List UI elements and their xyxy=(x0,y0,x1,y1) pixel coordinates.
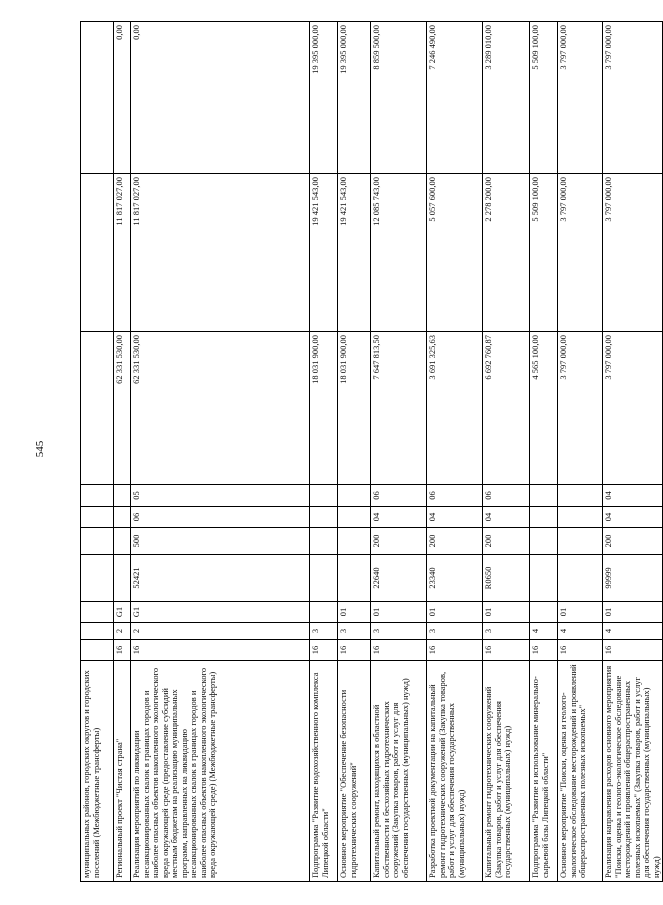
row-v3-cell: 19 395 000,00 xyxy=(338,22,371,174)
row-v1-cell: 6 692 760,87 xyxy=(483,332,530,485)
row-c7-cell: 04 xyxy=(603,485,663,507)
row-v1-cell: 18 031 900,00 xyxy=(338,332,371,485)
row-c5-cell xyxy=(530,528,558,555)
row-c1-cell: 16 xyxy=(530,640,558,661)
table-row xyxy=(338,22,371,882)
row-name-cell: муниципальных районов, городских округов и городских поселений (Межбюджетные трансферты) xyxy=(81,661,114,882)
row-v3-cell: 0,00 xyxy=(114,22,131,174)
table-row xyxy=(310,22,338,882)
row-v2-cell: 11 817 027,00 xyxy=(131,174,310,332)
table-row xyxy=(114,22,131,882)
row-c1-cell: 16 xyxy=(310,640,338,661)
table-row xyxy=(603,22,663,882)
table-row xyxy=(530,22,558,882)
row-c6-cell: 06 xyxy=(131,507,310,528)
row-c5-cell: 200 xyxy=(603,528,663,555)
table-row xyxy=(81,22,114,882)
row-v2-cell: 3 797 000,00 xyxy=(603,174,663,332)
row-c5-cell xyxy=(558,528,603,555)
row-c1-cell: 16 xyxy=(338,640,371,661)
row-c7-cell xyxy=(558,485,603,507)
row-c6-cell xyxy=(310,507,338,528)
row-c2-cell: 3 xyxy=(427,623,483,640)
row-c7-cell xyxy=(114,485,131,507)
row-v3-cell: 5 509 100,00 xyxy=(530,22,558,174)
row-c2-cell: 3 xyxy=(338,623,371,640)
row-c5-cell: 200 xyxy=(371,528,427,555)
row-c1-cell: 16 xyxy=(603,640,663,661)
row-c4-cell xyxy=(114,555,131,602)
row-c3-cell: 01 xyxy=(483,602,530,623)
row-c1-cell: 16 xyxy=(371,640,427,661)
row-v3-cell: 3 289 010,00 xyxy=(483,22,530,174)
page-number: 545 xyxy=(34,440,46,458)
row-c3-cell: G1 xyxy=(114,602,131,623)
row-name-cell: Реализация мероприятий по ликвидации несанкционированных свалок в границах городов и наиболее опасных объектов накопленного экологического вреда окружающей среде (предоставление субсидий местным бюджетам на реализацию муниципальных программ, направленных на ликвидацию несанкционированных свалок в границах городов и наиболее опасных объектов накопленного экологического вреда окружающей среде) (Межбюджетные трансферты) xyxy=(131,661,310,882)
row-v2-cell: 2 278 200,00 xyxy=(483,174,530,332)
row-v1-cell: 62 331 530,00 xyxy=(114,332,131,485)
row-c4-cell xyxy=(558,555,603,602)
row-v1-cell: 3 691 325,63 xyxy=(427,332,483,485)
row-c4-cell: 99999 xyxy=(603,555,663,602)
table-row xyxy=(483,22,530,882)
row-name-cell: Капитальный ремонт, находящихся в областной собственности и бесхозяйных гидротехнических сооружений (Закупка товаров, работ и услуг для обеспечения государственных (муниципальных) нужд) xyxy=(371,661,427,882)
row-c6-cell xyxy=(530,507,558,528)
row-v1-cell: 4 565 100,00 xyxy=(530,332,558,485)
row-name-cell: Региональный проект "Чистая страна" xyxy=(114,661,131,882)
row-c3-cell xyxy=(530,602,558,623)
row-c6-cell xyxy=(338,507,371,528)
row-c6-cell: 04 xyxy=(427,507,483,528)
row-c2-cell: 3 xyxy=(371,623,427,640)
row-c7-cell: 06 xyxy=(427,485,483,507)
row-c4-cell xyxy=(81,555,114,602)
row-c2-cell xyxy=(81,623,114,640)
row-c5-cell: 500 xyxy=(131,528,310,555)
row-v2-cell: 5 509 100,00 xyxy=(530,174,558,332)
row-c7-cell xyxy=(338,485,371,507)
row-c6-cell xyxy=(558,507,603,528)
row-v3-cell: 3 797 000,00 xyxy=(603,22,663,174)
row-c2-cell: 4 xyxy=(603,623,663,640)
row-c4-cell: R0650 xyxy=(483,555,530,602)
row-c4-cell xyxy=(530,555,558,602)
row-c1-cell: 16 xyxy=(114,640,131,661)
table-row xyxy=(558,22,603,882)
row-c4-cell: 22640 xyxy=(371,555,427,602)
row-v1-cell: 62 331 530,00 xyxy=(131,332,310,485)
row-c5-cell: 200 xyxy=(483,528,530,555)
row-c3-cell: 01 xyxy=(603,602,663,623)
row-v1-cell: 7 647 813,50 xyxy=(371,332,427,485)
row-c2-cell: 3 xyxy=(310,623,338,640)
row-c4-cell: 52421 xyxy=(131,555,310,602)
row-v1-cell xyxy=(81,332,114,485)
row-c3-cell: 01 xyxy=(338,602,371,623)
row-c7-cell: 06 xyxy=(483,485,530,507)
row-c6-cell: 04 xyxy=(603,507,663,528)
row-c4-cell: 23340 xyxy=(427,555,483,602)
row-c3-cell xyxy=(310,602,338,623)
row-v3-cell: 3 797 000,00 xyxy=(558,22,603,174)
row-c7-cell xyxy=(81,485,114,507)
row-c5-cell xyxy=(310,528,338,555)
row-c3-cell xyxy=(81,602,114,623)
row-v3-cell: 19 395 000,00 xyxy=(310,22,338,174)
row-name-cell: Разработка проектной документации на капитальный ремонт гидротехнических сооружений (Закупка товаров, работ и услуг для обеспечения государственных (муниципальных) нужд) xyxy=(427,661,483,882)
row-c6-cell xyxy=(114,507,131,528)
row-name-cell: Основное мероприятие "Поиски, оценка и геолого-экологическое обследование месторождений и проявлений общераспространенных полезных ископаемых" xyxy=(558,661,603,882)
row-v1-cell: 3 797 000,00 xyxy=(558,332,603,485)
row-c6-cell xyxy=(81,507,114,528)
budget-table xyxy=(80,21,663,882)
row-c3-cell: G1 xyxy=(131,602,310,623)
row-v1-cell: 18 031 900,00 xyxy=(310,332,338,485)
row-c1-cell: 16 xyxy=(427,640,483,661)
row-v2-cell: 12 085 743,00 xyxy=(371,174,427,332)
row-c2-cell: 2 xyxy=(114,623,131,640)
row-name-cell: Подпрограмма "Развитие водохозяйственного комплекса Липецкой области" xyxy=(310,661,338,882)
row-name-cell: Подпрограмма "Развитие и использование минерально-сырьевой базы Липецкой области" xyxy=(530,661,558,882)
row-c7-cell xyxy=(310,485,338,507)
row-v2-cell: 5 057 600,00 xyxy=(427,174,483,332)
row-v3-cell xyxy=(81,22,114,174)
row-c3-cell: 01 xyxy=(427,602,483,623)
row-c2-cell: 4 xyxy=(558,623,603,640)
row-c6-cell: 04 xyxy=(483,507,530,528)
table-row xyxy=(131,22,310,882)
row-c3-cell: 01 xyxy=(371,602,427,623)
row-v1-cell: 3 797 000,00 xyxy=(603,332,663,485)
row-c4-cell xyxy=(310,555,338,602)
row-v2-cell: 11 817 027,00 xyxy=(114,174,131,332)
row-c3-cell: 01 xyxy=(558,602,603,623)
row-v2-cell xyxy=(81,174,114,332)
row-v3-cell: 0,00 xyxy=(131,22,310,174)
row-c7-cell xyxy=(530,485,558,507)
table-row xyxy=(371,22,427,882)
table-row xyxy=(427,22,483,882)
row-c7-cell: 05 xyxy=(131,485,310,507)
row-name-cell: Капитальный ремонт гидротехнических сооружений (Закупка товаров, работ и услуг для обеспечения государственных (муниципальных) нужд) xyxy=(483,661,530,882)
budget-table-rotated xyxy=(80,22,661,882)
row-c2-cell: 4 xyxy=(530,623,558,640)
row-c5-cell xyxy=(338,528,371,555)
row-c1-cell: 16 xyxy=(558,640,603,661)
row-c5-cell: 200 xyxy=(427,528,483,555)
row-c5-cell xyxy=(81,528,114,555)
row-c1-cell: 16 xyxy=(483,640,530,661)
row-c2-cell: 2 xyxy=(131,623,310,640)
row-v3-cell: 7 246 490,00 xyxy=(427,22,483,174)
row-c5-cell xyxy=(114,528,131,555)
row-name-cell: Реализация направления расходов основного мероприятия "Поиски, оценка и геолого-экологическое обследование месторождений и проявлений общераспространенных полезных ископаемых" (Закупка товаров, работ и услуг для обеспечения государственных (муниципальных) нужд) xyxy=(603,661,663,882)
row-c1-cell xyxy=(81,640,114,661)
row-c1-cell: 16 xyxy=(131,640,310,661)
row-name-cell: Основное мероприятие "Обеспечение безопасности гидротехнических сооружений" xyxy=(338,661,371,882)
row-c7-cell: 06 xyxy=(371,485,427,507)
row-c6-cell: 04 xyxy=(371,507,427,528)
row-v3-cell: 8 859 500,00 xyxy=(371,22,427,174)
row-v2-cell: 19 421 543,00 xyxy=(310,174,338,332)
row-c4-cell xyxy=(338,555,371,602)
row-v2-cell: 19 421 543,00 xyxy=(338,174,371,332)
row-v2-cell: 3 797 000,00 xyxy=(558,174,603,332)
row-c2-cell: 3 xyxy=(483,623,530,640)
